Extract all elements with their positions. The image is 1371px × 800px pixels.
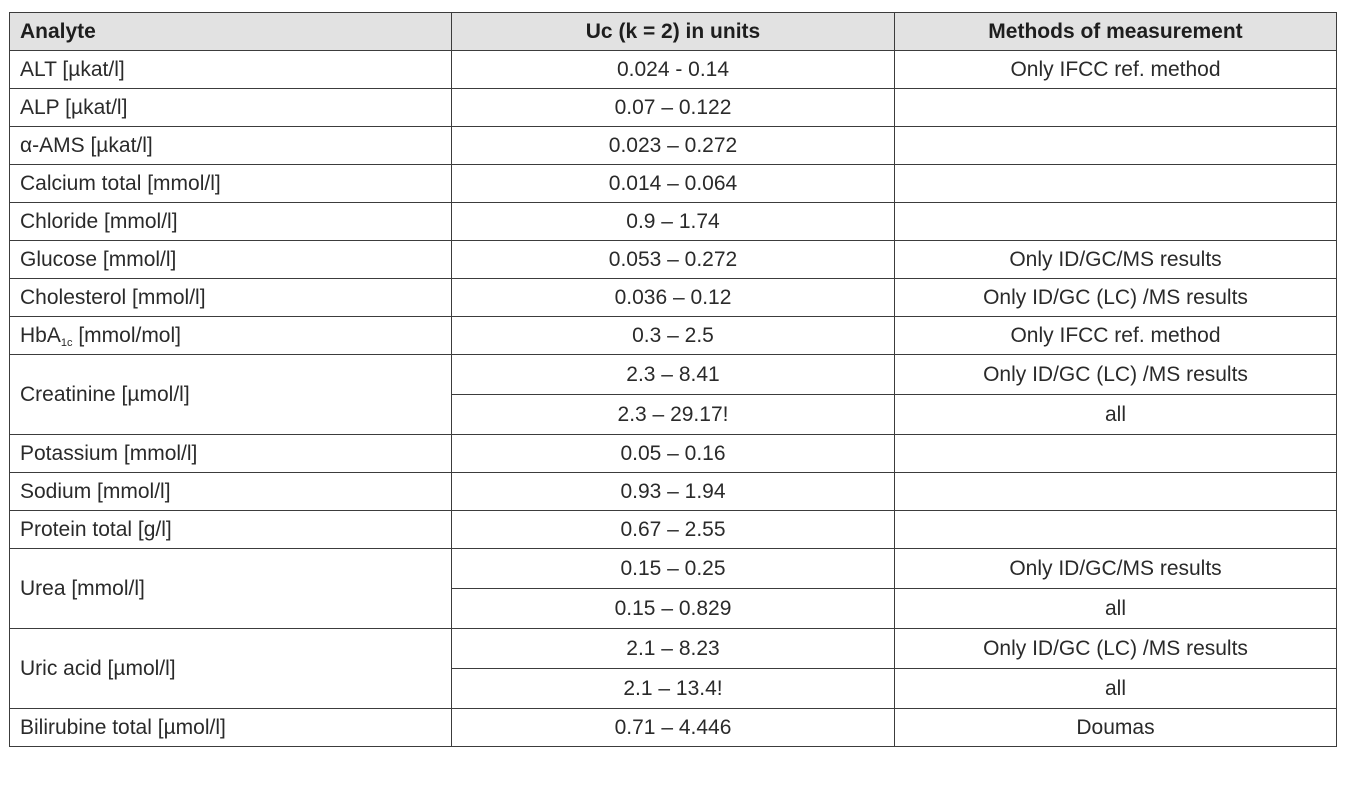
method-cell [895, 127, 1337, 165]
analyte-cell: Sodium [mmol/l] [10, 473, 452, 511]
method-cell: Only ID/GC (LC) /MS results [895, 355, 1337, 395]
table-body [10, 51, 1337, 747]
uc-cell: 0.036 – 0.12 [452, 279, 895, 317]
measurement-uncertainty-table-container [9, 12, 1336, 747]
method-cell: Doumas [895, 709, 1337, 747]
analyte-cell: Protein total [g/l] [10, 511, 452, 549]
uc-cell: 2.3 – 29.17! [452, 395, 895, 435]
uc-cell: 0.3 – 2.5 [452, 317, 895, 355]
analyte-cell: Chloride [mmol/l] [10, 203, 452, 241]
analyte-hba-subscript: 1c [60, 337, 73, 349]
analyte-cell: Cholesterol [mmol/l] [10, 279, 452, 317]
uc-cell: 0.15 – 0.25 [452, 549, 895, 589]
table-row [10, 203, 1337, 241]
analyte-cell: Potassium [mmol/l] [10, 435, 452, 473]
header-row [10, 13, 1337, 51]
method-cell: all [895, 589, 1337, 629]
analyte-cell: Calcium total [mmol/l] [10, 165, 452, 203]
measurement-uncertainty-table [9, 12, 1337, 747]
header-uc: Uc (k = 2) in units [452, 13, 895, 51]
analyte-cell: ALT [µkat/l] [10, 51, 452, 89]
method-cell [895, 89, 1337, 127]
uc-cell: 0.05 – 0.16 [452, 435, 895, 473]
uc-cell: 0.053 – 0.272 [452, 241, 895, 279]
method-cell: Only IFCC ref. method [895, 317, 1337, 355]
header-methods: Methods of measurement [895, 13, 1337, 51]
table-row [10, 51, 1337, 89]
table-row [10, 241, 1337, 279]
analyte-cell: ALP [µkat/l] [10, 89, 452, 127]
method-cell: Only IFCC ref. method [895, 51, 1337, 89]
uc-cell: 0.023 – 0.272 [452, 127, 895, 165]
table-row [10, 165, 1337, 203]
table-row [10, 127, 1337, 165]
table-row [10, 435, 1337, 473]
method-cell: Only ID/GC/MS results [895, 549, 1337, 589]
method-cell [895, 203, 1337, 241]
table-row [10, 317, 1337, 355]
analyte-cell: Creatinine [µmol/l] [10, 355, 452, 435]
uc-cell: 0.9 – 1.74 [452, 203, 895, 241]
method-cell: Only ID/GC/MS results [895, 241, 1337, 279]
uc-cell: 2.1 – 13.4! [452, 669, 895, 709]
analyte-cell: Bilirubine total [µmol/l] [10, 709, 452, 747]
analyte-hba-main: HbA [20, 324, 61, 347]
table-row [10, 89, 1337, 127]
table-row [10, 511, 1337, 549]
method-cell: Only ID/GC (LC) /MS results [895, 629, 1337, 669]
uc-cell: 0.93 – 1.94 [452, 473, 895, 511]
table-row [10, 473, 1337, 511]
table-row [10, 279, 1337, 317]
method-cell [895, 435, 1337, 473]
method-cell: all [895, 395, 1337, 435]
uc-cell: 0.71 – 4.446 [452, 709, 895, 747]
analyte-cell [10, 317, 452, 355]
analyte-cell: Glucose [mmol/l] [10, 241, 452, 279]
uc-cell: 2.1 – 8.23 [452, 629, 895, 669]
uc-cell: 0.024 - 0.14 [452, 51, 895, 89]
method-cell [895, 165, 1337, 203]
analyte-cell: Urea [mmol/l] [10, 549, 452, 629]
analyte-cell: Uric acid [µmol/l] [10, 629, 452, 709]
analyte-hba-unit: [mmol/mol] [72, 324, 181, 347]
analyte-cell: α-AMS [µkat/l] [10, 127, 452, 165]
uc-cell: 0.07 – 0.122 [452, 89, 895, 127]
method-cell [895, 511, 1337, 549]
table-header [10, 13, 1337, 51]
table-row [10, 629, 1337, 669]
header-analyte: Analyte [10, 13, 452, 51]
uc-cell: 0.15 – 0.829 [452, 589, 895, 629]
uc-cell: 0.67 – 2.55 [452, 511, 895, 549]
method-cell: all [895, 669, 1337, 709]
table-row [10, 355, 1337, 395]
method-cell: Only ID/GC (LC) /MS results [895, 279, 1337, 317]
method-cell [895, 473, 1337, 511]
uc-cell: 0.014 – 0.064 [452, 165, 895, 203]
table-row [10, 709, 1337, 747]
uc-cell: 2.3 – 8.41 [452, 355, 895, 395]
table-row [10, 549, 1337, 589]
